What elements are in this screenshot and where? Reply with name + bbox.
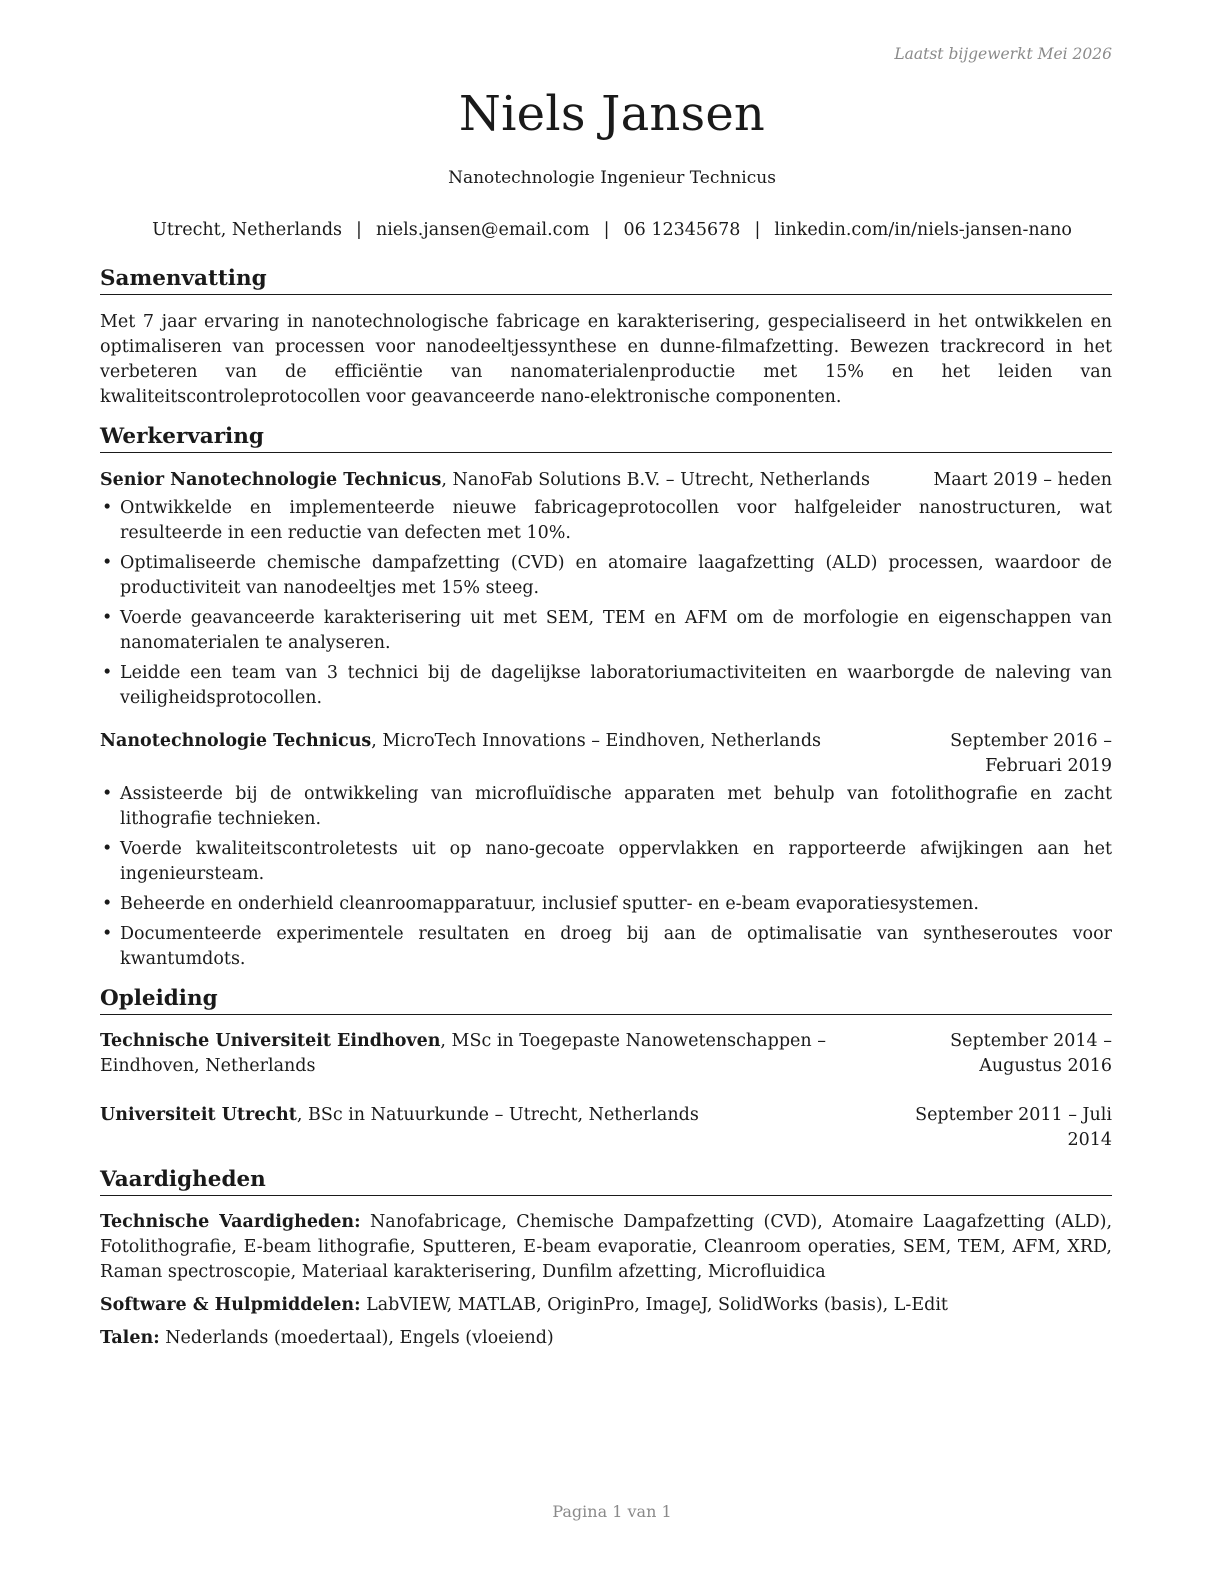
bullet-icon: • [102,924,113,944]
skill-line [100,1326,1112,1351]
list-item: • Voerde geavanceerde karakterisering uit met SEM, TEM en AFM om de morfologie en eigenschappen van nanomaterialen te analyseren. [102,608,1112,653]
skill-label: Technische Vaardigheden: [100,1212,361,1232]
bullet-icon: • [102,608,113,628]
skill-label: Talen: [100,1328,160,1348]
job-header [100,468,1112,493]
list-item: • Optimaliseerde chemische dampafzetting (CVD) en atomaire laagafzetting (ALD) processen, waardoor de productiviteit van nanodeeltjes met 15% steeg. [102,553,1112,598]
list-item: • Voerde kwaliteitscontroletests uit op nano-gecoate oppervlakken en rapporteerde afwijkingen aan het ingenieursteam. [102,839,1112,884]
job-company: , NanoFab Solutions B.V. – Utrecht, Netherlands [441,470,870,490]
job-dates: September 2016 – Februari 2019 [950,731,1112,776]
skill-line [100,1210,1112,1285]
job-bullets [100,496,1112,711]
contact-separator: | [603,220,610,240]
job-dates: Maart 2019 – heden [933,470,1112,490]
bullet-icon: • [102,839,113,859]
section-title-experience: Werkervaring [100,424,1112,453]
education-detail: , BSc in Natuurkunde – Utrecht, Netherlands [296,1105,699,1125]
last-updated: Laatst bijgewerkt Mei 2026 [894,45,1112,63]
education-dates: September 2014 – Augustus 2016 [950,1031,1112,1076]
section-title-skills: Vaardigheden [100,1167,1112,1196]
contact-separator: | [356,220,362,240]
contact-separator: | [754,220,761,240]
skill-value: Nanofabricage, Chemische Dampafzetting (CVD), Atomaire Laagafzetting (ALD), Fotolithografie, E-beam lithografie, Sputteren, E-beam evaporatie, Cleanroom operaties, SEM, TEM, AFM, XRD, Raman spectroscopie, Materiaal karakterisering, Dunfilm afzetting, Microfluidica [100,1212,1113,1282]
education-detail: , MSc in Toegepaste Nanowetenschappen – Eindhoven, Netherlands [100,1031,826,1076]
education-dates: September 2011 – Juli 2014 [915,1105,1112,1150]
section-title-education: Opleiding [100,986,1112,1015]
skill-value: LabVIEW, MATLAB, OriginPro, ImageJ, SolidWorks (basis), L-Edit [360,1295,948,1315]
job-header [100,729,1112,779]
contact-linkedin[interactable]: linkedin.com/in/niels-jansen-nano [774,220,1072,240]
skills-list [100,1210,1112,1351]
bullet-icon: • [102,663,113,683]
contact-email[interactable]: niels.jansen@email.com [375,220,590,240]
skill-label: Software & Hulpmiddelen: [100,1295,361,1315]
job-title: Nanotechnologie Ingenieur Technicus [448,168,776,188]
bullet-icon: • [102,553,113,573]
education-school: Technische Universiteit Eindhoven [100,1031,441,1051]
education-school: Universiteit Utrecht [100,1105,297,1125]
candidate-name: Niels Jansen [458,86,766,142]
list-item: • Ontwikkelde en implementeerde nieuwe fabricageprotocollen voor halfgeleider nanostructuren, wat resulteerde in een reductie van defecten met 10%. [102,498,1112,543]
job-role: Nanotechnologie Technicus [100,731,372,751]
job-role: Senior Nanotechnologie Technicus [100,470,442,490]
job-entry [100,468,1112,711]
list-item: • Assisteerde bij de ontwikkeling van microfluïdische apparaten met behulp van fotolithografie en zacht lithografie technieken. [102,784,1112,829]
summary-text: Met 7 jaar ervaring in nanotechnologische fabricage en karakterisering, gespecialiseerd in het ontwikkelen en optimaliseren van processen voor nanodeeltjessynthese en dunne-filmafzetting. Bewezen trackrecord in het verbeteren van de efficiëntie van nanomaterialenproductie met 15% en het leiden van kwaliteitscontroleprotocollen voor geavanceerde nano-elektronische componenten. [100,312,1112,407]
bullet-icon: • [102,894,113,914]
job-company: , MicroTech Innovations – Eindhoven, Netherlands [371,731,822,751]
job-entry [100,729,1112,972]
list-item: • Leidde een team van 3 technici bij de dagelijkse laboratoriumactiviteiten en waarborgde de naleving van veiligheidsprotocollen. [102,663,1112,708]
education-entry [100,1103,1112,1153]
list-item: • Beheerde en onderhield cleanroomapparatuur, inclusief sputter- en e-beam evaporatiesystemen. [100,892,1112,917]
job-bullets [100,782,1112,972]
skill-line [100,1293,1112,1318]
contact-phone: 06 12345678 [623,220,741,240]
contact-location: Utrecht, Netherlands [152,220,343,240]
resume-content [100,266,1112,1359]
skill-value: Nederlands (moedertaal), Engels (vloeiend) [159,1328,554,1348]
page-number: Pagina 1 van 1 [552,1502,672,1521]
education-entry [100,1029,1112,1079]
contact-line [0,220,1224,240]
section-title-summary: Samenvatting [100,266,1112,295]
list-item: • Documenteerde experimentele resultaten en droeg bij aan de optimalisatie van syntheseroutes voor kwantumdots. [102,924,1112,969]
bullet-icon: • [102,784,113,804]
bullet-icon: • [102,498,113,518]
